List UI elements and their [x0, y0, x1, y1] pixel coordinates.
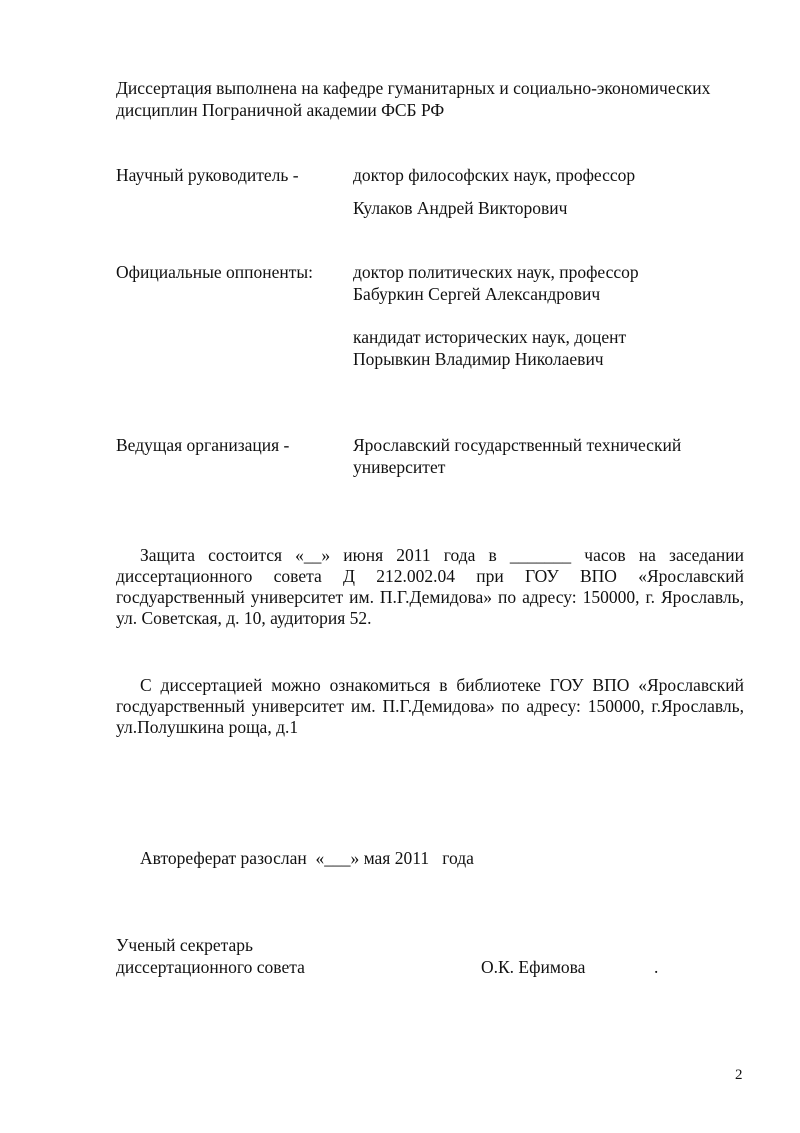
- opponent-1-degree: доктор политических наук, профессор: [353, 262, 639, 282]
- supervisor-label: Научный руководитель -: [116, 165, 299, 185]
- intro-line-2: дисциплин Пограничной академии ФСБ РФ: [116, 100, 445, 120]
- secretary-title-line-2: диссертационного совета: [116, 957, 305, 977]
- supervisor-degree: доктор философских наук, профессор: [353, 165, 636, 185]
- library-paragraph: С диссертацией можно ознакомиться в библиотеке ГОУ ВПО «Ярославский госдуарственный университет им. П.Г.Демидова» по адресу: 150000, г.Ярославль, ул.Полушкина роща, д.1: [116, 675, 744, 737]
- opponent-1-name: Бабуркин Сергей Александрович: [353, 284, 601, 304]
- supervisor-name: Кулаков Андрей Викторович: [353, 198, 568, 218]
- intro-line-1: Диссертация выполнена на кафедре гуманитарных и социально-экономических: [116, 78, 711, 98]
- opponents-label: Официальные оппоненты:: [116, 262, 313, 282]
- secretary-trailing-dot: .: [654, 957, 659, 977]
- abstract-sent-line: Автореферат разослан «___» мая 2011 года: [140, 848, 474, 868]
- secretary-title-line-1: Ученый секретарь: [116, 935, 253, 955]
- defense-paragraph: Защита состоится «__» июня 2011 года в _______ часов на заседании диссертационного совета Д 212.002.04 при ГОУ ВПО «Ярославский госдуарственный университет им. П.Г.Демидова» по адресу: 150000, г. Ярославль, ул. Советская, д. 10, аудитория 52.: [116, 545, 744, 628]
- lead-org-line-1: Ярославский государственный технический: [353, 435, 682, 455]
- page-number: 2: [735, 1067, 743, 1083]
- lead-org-line-2: университет: [353, 457, 446, 477]
- opponent-2-name: Порывкин Владимир Николаевич: [353, 349, 604, 369]
- secretary-name: О.К. Ефимова: [481, 957, 586, 977]
- lead-org-label: Ведущая организация -: [116, 435, 290, 455]
- opponent-2-degree: кандидат исторических наук, доцент: [353, 327, 627, 347]
